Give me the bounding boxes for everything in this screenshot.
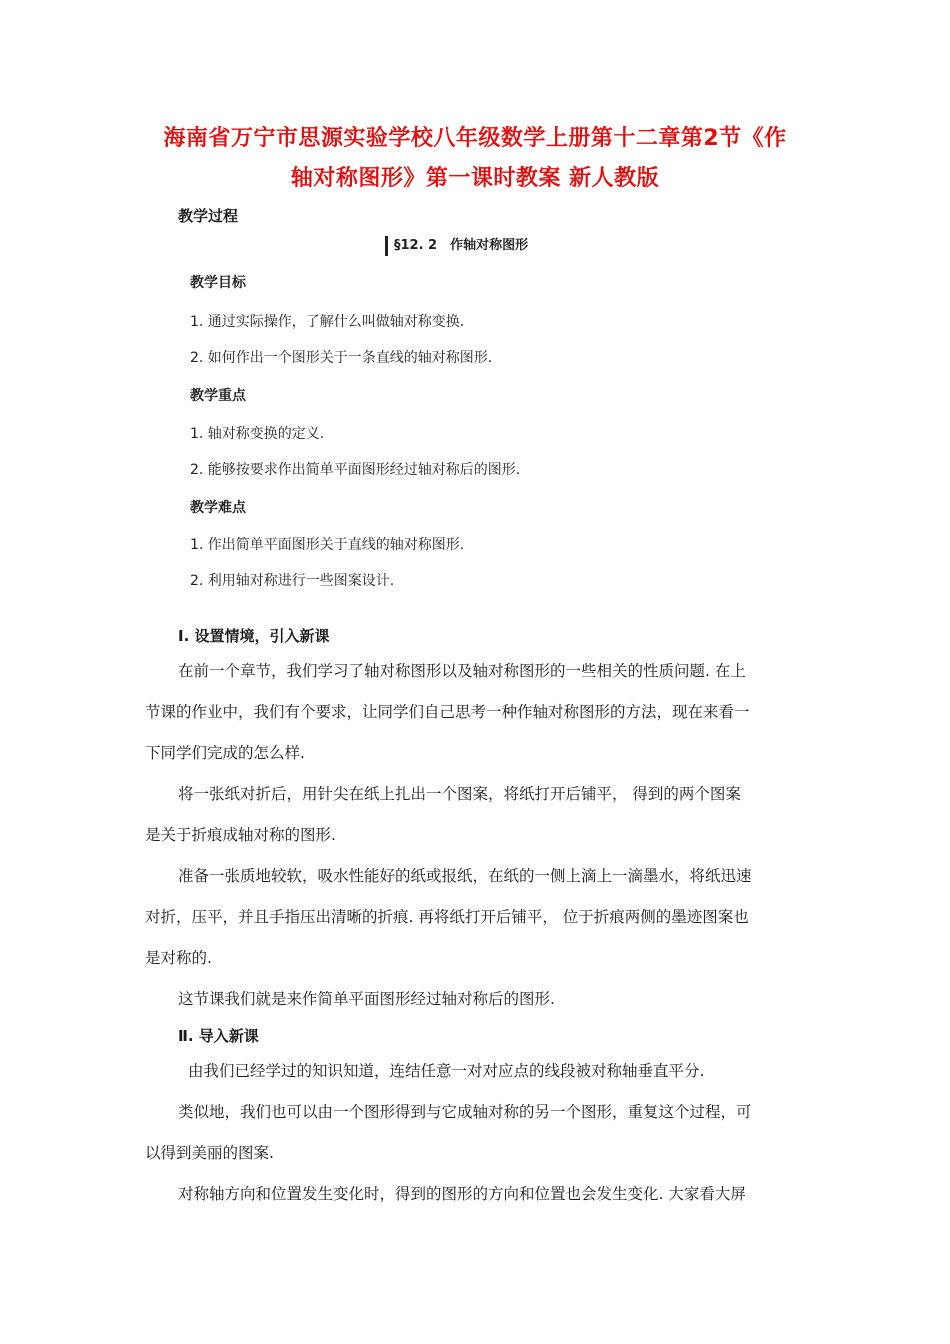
paragraph-line: 是对称的. (145, 949, 212, 967)
key-point-item: 2. 能够按要求作出简单平面图形经过轴对称后的图形. (190, 462, 521, 478)
difficulty-item: 2. 利用轴对称进行一些图案设计. (190, 573, 395, 589)
paragraph-line: 对称轴方向和位置发生变化时，得到的图形的方向和位置也会发生变化. 大家看大屏 (178, 1185, 746, 1203)
teaching-process-label: 教学过程 (178, 207, 239, 225)
paragraph-line: 以得到美丽的图案. (145, 1144, 274, 1162)
paragraph-line: 由我们已经学过的知识知道，连结任意一对对应点的线段被对称轴垂直平分. (188, 1062, 705, 1080)
section-heading: §12. 2 作轴对称图形 (385, 236, 528, 256)
objective-item: 2. 如何作出一个图形关于一条直线的轴对称图形. (190, 350, 493, 366)
key-points-heading: 教学重点 (190, 388, 246, 404)
paragraph-line: 对折，压平，并且手指压出清晰的折痕. 再将纸打开后铺平， 位于折痕两侧的墨迹图案也 (145, 908, 749, 926)
key-point-item: 1. 轴对称变换的定义. (190, 426, 325, 442)
document-title-line-2: 轴对称图形》第一课时教案 新人教版 (290, 166, 660, 191)
document-title-line-1: 海南省万宁市思源实验学校八年级数学上册第十二章第2节《作 (163, 126, 787, 151)
paragraph-line: 下同学们完成的怎么样. (145, 744, 305, 762)
paragraph-line: 将一张纸对折后，用针尖在纸上扎出一个图案，将纸打开后铺平， 得到的两个图案 (178, 785, 741, 803)
part-1-heading: Ⅰ. 设置情境，引入新课 (178, 627, 330, 645)
difficulties-heading: 教学难点 (190, 500, 246, 516)
objective-item: 1. 通过实际操作，了解什么叫做轴对称变换. (190, 314, 465, 330)
paragraph-line: 在前一个章节，我们学习了轴对称图形以及轴对称图形的一些相关的性质问题. 在上 (178, 662, 746, 680)
paragraph-line: 类似地，我们也可以由一个图形得到与它成轴对称的另一个图形，重复这个过程，可 (178, 1103, 752, 1121)
paragraph-line: 是关于折痕成轴对称的图形. (145, 826, 336, 844)
paragraph-line: 准备一张质地较软，吸水性能好的纸或报纸，在纸的一侧上滴上一滴墨水，将纸迅速 (178, 867, 752, 885)
part-2-heading: Ⅱ. 导入新课 (178, 1027, 259, 1045)
objectives-heading: 教学目标 (190, 275, 246, 291)
difficulty-item: 1. 作出简单平面图形关于直线的轴对称图形. (190, 537, 465, 553)
paragraph-line: 节课的作业中，我们有个要求，让同学们自己思考一种作轴对称图形的方法，现在来看一 (145, 703, 750, 721)
paragraph-line: 这节课我们就是来作简单平面图形经过轴对称后的图形. (178, 990, 555, 1008)
